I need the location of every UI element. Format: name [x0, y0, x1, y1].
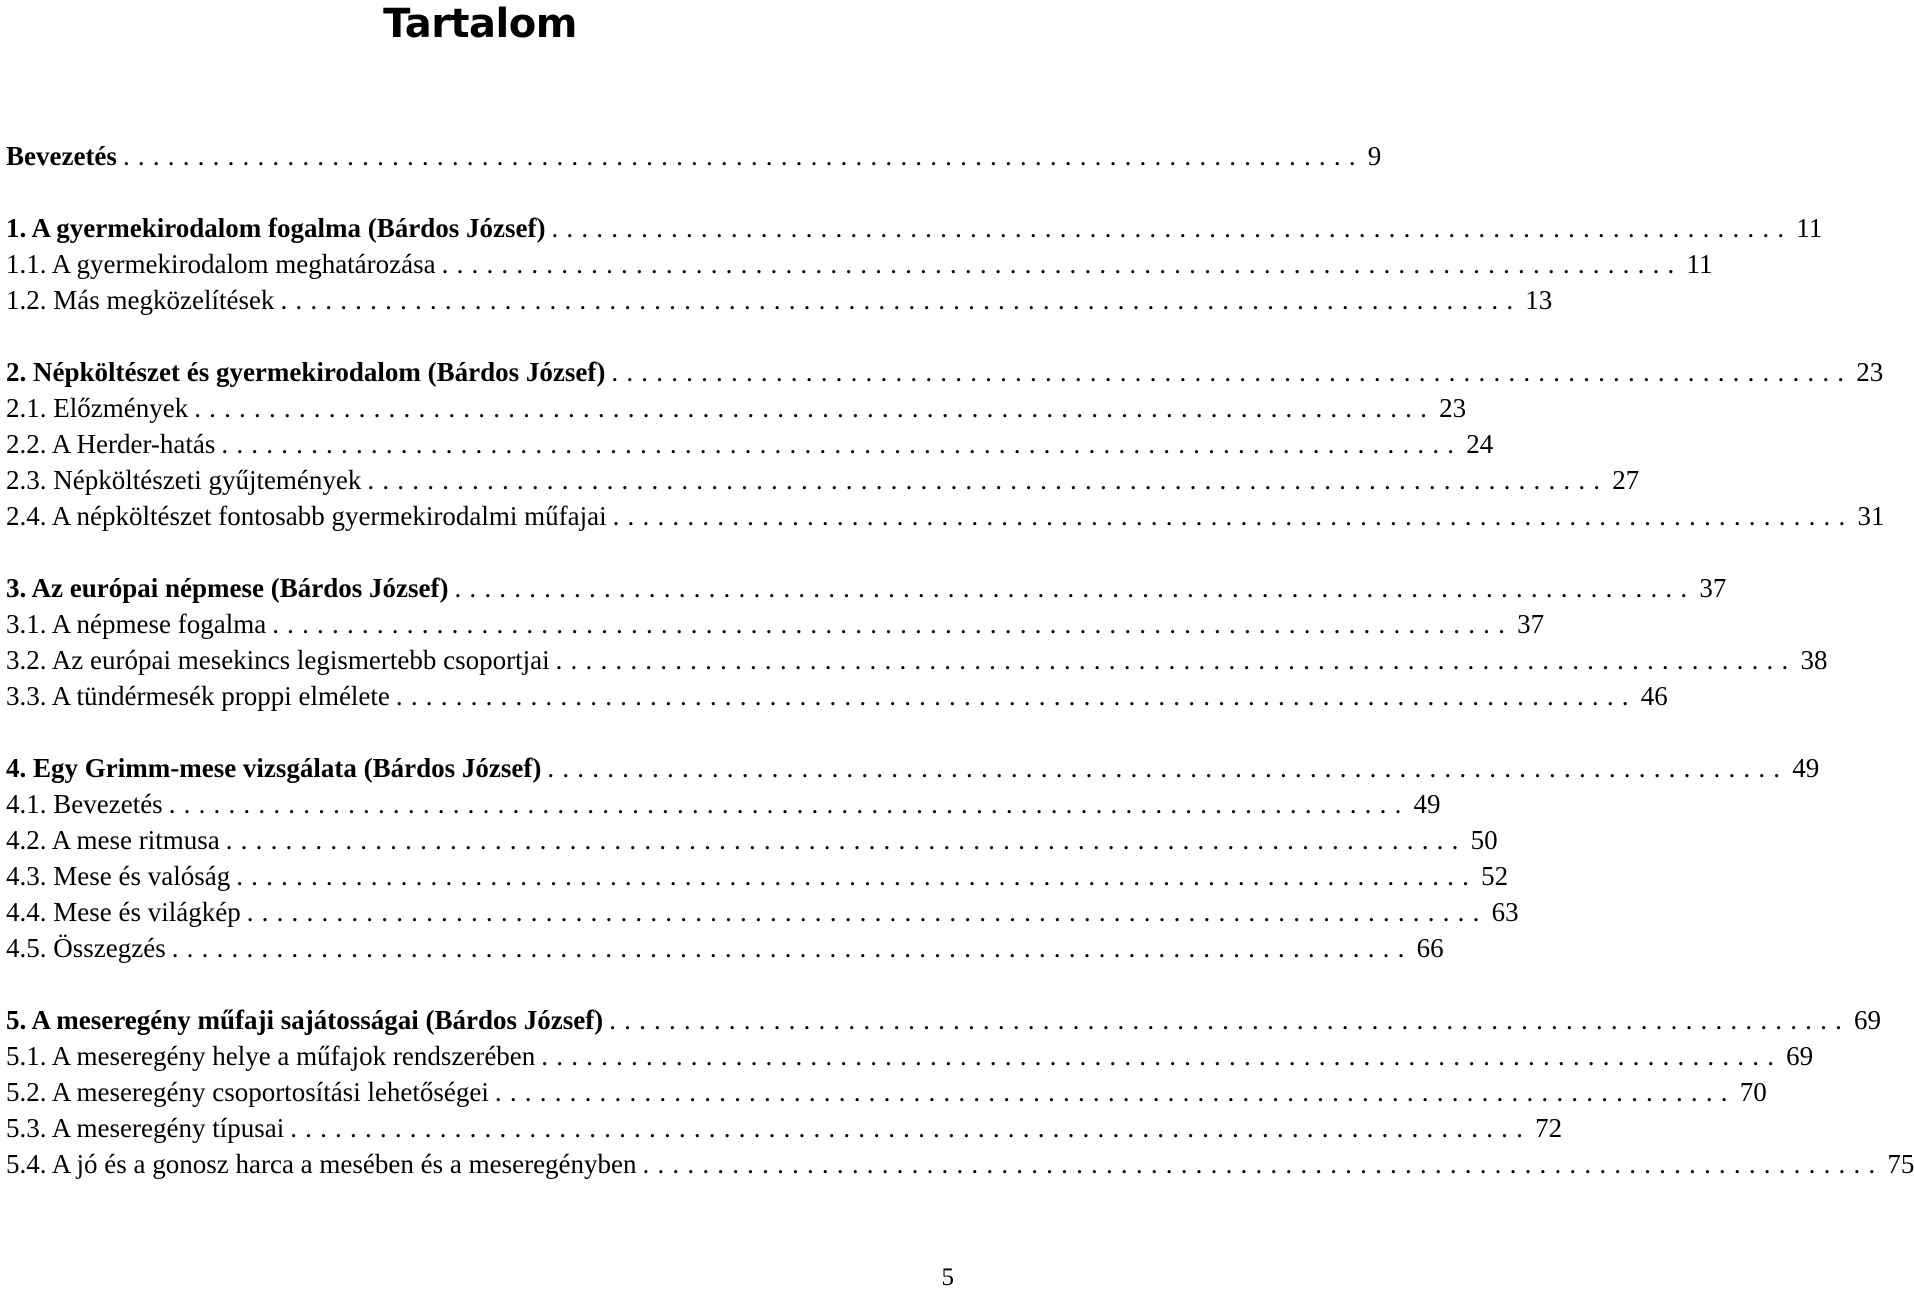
- toc-entry-title: 5.1. A meseregény helye a műfajok rendszerében: [6, 1041, 536, 1071]
- toc-section-entry[interactable]: [6, 246, 1713, 282]
- toc-dot-leader: ...................................................................................: [280, 285, 1522, 315]
- toc-page-number: 63: [1491, 897, 1519, 927]
- toc-page-number: 23: [1439, 393, 1467, 423]
- toc-page-number: 72: [1535, 1113, 1563, 1143]
- toc-entry-title: 1.1. A gyermekirodalom meghatározása: [6, 249, 436, 279]
- toc-page-number: 31: [1857, 501, 1885, 531]
- toc-page-number: 11: [1796, 213, 1823, 243]
- toc-section-entry[interactable]: [6, 282, 1553, 318]
- toc-page-number: 69: [1786, 1041, 1814, 1071]
- toc-dot-leader: ...................................................................................: [168, 789, 1410, 819]
- toc-page-number: 49: [1413, 789, 1441, 819]
- toc-dot-leader: ...................................................................................: [609, 1005, 1851, 1035]
- toc-entry-title: Bevezetés: [6, 141, 117, 171]
- toc-section-entry[interactable]: [6, 930, 1444, 966]
- toc-section-entry[interactable]: [6, 858, 1509, 894]
- toc-entry-title: 4.5. Összegzés: [6, 933, 166, 963]
- table-of-contents: [6, 138, 1914, 1218]
- toc-section-entry[interactable]: [6, 390, 1467, 426]
- toc-section-entry[interactable]: [6, 1038, 1814, 1074]
- toc-page-number: 24: [1466, 429, 1494, 459]
- toc-page-number: 50: [1470, 825, 1498, 855]
- toc-entry-title: 4.3. Mese és valóság: [6, 861, 231, 891]
- toc-section-entry[interactable]: [6, 606, 1545, 642]
- toc-section-entry[interactable]: [6, 498, 1885, 534]
- toc-page-number: 69: [1854, 1005, 1882, 1035]
- toc-dot-leader: ...................................................................................: [395, 681, 1637, 711]
- toc-dot-leader: ...................................................................................: [171, 933, 1413, 963]
- toc-dot-leader: ...................................................................................: [225, 825, 1467, 855]
- toc-entry-title: 5.3. A meseregény típusai: [6, 1113, 285, 1143]
- toc-page-number: 37: [1699, 573, 1727, 603]
- toc-dot-leader: ...................................................................................: [611, 357, 1853, 387]
- toc-page-number: 46: [1640, 681, 1668, 711]
- toc-entry-title: 3.2. Az európai mesekincs legismertebb csoportjai: [6, 645, 550, 675]
- page-title: Tartalom: [383, 1, 577, 47]
- toc-page-number: 70: [1739, 1077, 1767, 1107]
- toc-section-entry[interactable]: [6, 1110, 1563, 1146]
- toc-entry-title: 4.4. Mese és világkép: [6, 897, 241, 927]
- toc-group-intro: [6, 138, 1382, 174]
- toc-entry-title: 4.2. A mese ritmusa: [6, 825, 220, 855]
- toc-chapter-heading[interactable]: [6, 1002, 1882, 1038]
- toc-dot-leader: ...................................................................................: [290, 1113, 1532, 1143]
- toc-page-number: 49: [1792, 753, 1820, 783]
- toc-dot-leader: ...................................................................................: [494, 1077, 1736, 1107]
- toc-section-entry[interactable]: [6, 786, 1441, 822]
- toc-entry-title: 3.1. A népmese fogalma: [6, 609, 267, 639]
- toc-group-chapter-5: [6, 1002, 1914, 1182]
- toc-dot-leader: ...................................................................................: [194, 393, 1436, 423]
- toc-section-entry[interactable]: [6, 426, 1494, 462]
- toc-section-entry[interactable]: [6, 1146, 1914, 1182]
- toc-chapter-heading[interactable]: [6, 570, 1727, 606]
- toc-entry-intro[interactable]: [6, 138, 1382, 174]
- toc-entry-title: 2.3. Népköltészeti gyűjtemények: [6, 465, 362, 495]
- toc-dot-leader: ...................................................................................: [122, 141, 1364, 171]
- toc-dot-leader: ...................................................................................: [236, 861, 1478, 891]
- toc-entry-title: 4. Egy Grimm-mese vizsgálata (Bárdos József): [6, 753, 542, 783]
- toc-dot-leader: ...................................................................................: [541, 1041, 1783, 1071]
- toc-entry-title: 2.1. Előzmények: [6, 393, 189, 423]
- toc-section-entry[interactable]: [6, 642, 1828, 678]
- toc-page-number: 66: [1416, 933, 1444, 963]
- toc-page-number: 9: [1367, 141, 1382, 171]
- toc-dot-leader: ...................................................................................: [441, 249, 1683, 279]
- toc-entry-title: 3.3. A tündérmesék proppi elmélete: [6, 681, 390, 711]
- toc-page-number: 75: [1887, 1149, 1914, 1179]
- toc-entry-title: 3. Az európai népmese (Bárdos József): [6, 573, 449, 603]
- toc-entry-title: 1.2. Más megközelítések: [6, 285, 275, 315]
- toc-section-entry[interactable]: [6, 822, 1498, 858]
- toc-page-number: 37: [1517, 609, 1545, 639]
- toc-chapter-heading[interactable]: [6, 210, 1823, 246]
- toc-entry-title: 2. Népköltészet és gyermekirodalom (Bárdos József): [6, 357, 606, 387]
- toc-page-number: 38: [1800, 645, 1828, 675]
- toc-page-number: 27: [1612, 465, 1640, 495]
- toc-dot-leader: ...................................................................................: [642, 1149, 1884, 1179]
- toc-page-number: 23: [1856, 357, 1884, 387]
- toc-page-number: 11: [1686, 249, 1713, 279]
- toc-section-entry[interactable]: [6, 894, 1519, 930]
- toc-chapter-heading[interactable]: [6, 354, 1884, 390]
- toc-entry-title: 5.2. A meseregény csoportosítási lehetőségei: [6, 1077, 489, 1107]
- toc-chapter-heading[interactable]: [6, 750, 1820, 786]
- toc-entry-title: 4.1. Bevezetés: [6, 789, 163, 819]
- toc-entry-title: 5. A meseregény műfaji sajátosságai (Bárdos József): [6, 1005, 604, 1035]
- toc-page-number: 13: [1525, 285, 1553, 315]
- toc-entry-title: 5.4. A jó és a gonosz harca a mesében és a meseregényben: [6, 1149, 637, 1179]
- toc-dot-leader: ...................................................................................: [221, 429, 1463, 459]
- toc-dot-leader: ...................................................................................: [367, 465, 1609, 495]
- toc-group-chapter-4: [6, 750, 1820, 966]
- toc-group-chapter-2: [6, 354, 1885, 534]
- toc-dot-leader: ...................................................................................: [612, 501, 1854, 531]
- toc-section-entry[interactable]: [6, 1074, 1767, 1110]
- toc-dot-leader: ...................................................................................: [246, 897, 1488, 927]
- toc-entry-title: 2.4. A népköltészet fontosabb gyermekirodalmi műfajai: [6, 501, 607, 531]
- toc-dot-leader: ...................................................................................: [547, 753, 1789, 783]
- toc-dot-leader: ...................................................................................: [555, 645, 1797, 675]
- toc-page-number: 52: [1481, 861, 1509, 891]
- toc-entry-title: 2.2. A Herder-hatás: [6, 429, 216, 459]
- toc-group-chapter-1: [6, 210, 1823, 318]
- toc-dot-leader: ...................................................................................: [454, 573, 1696, 603]
- toc-group-chapter-3: [6, 570, 1828, 714]
- toc-dot-leader: ...................................................................................: [551, 213, 1793, 243]
- toc-section-entry[interactable]: [6, 678, 1668, 714]
- toc-entry-title: 1. A gyermekirodalom fogalma (Bárdos József): [6, 213, 546, 243]
- toc-dot-leader: ...................................................................................: [272, 609, 1514, 639]
- page-number: 5: [941, 1264, 954, 1291]
- toc-section-entry[interactable]: [6, 462, 1640, 498]
